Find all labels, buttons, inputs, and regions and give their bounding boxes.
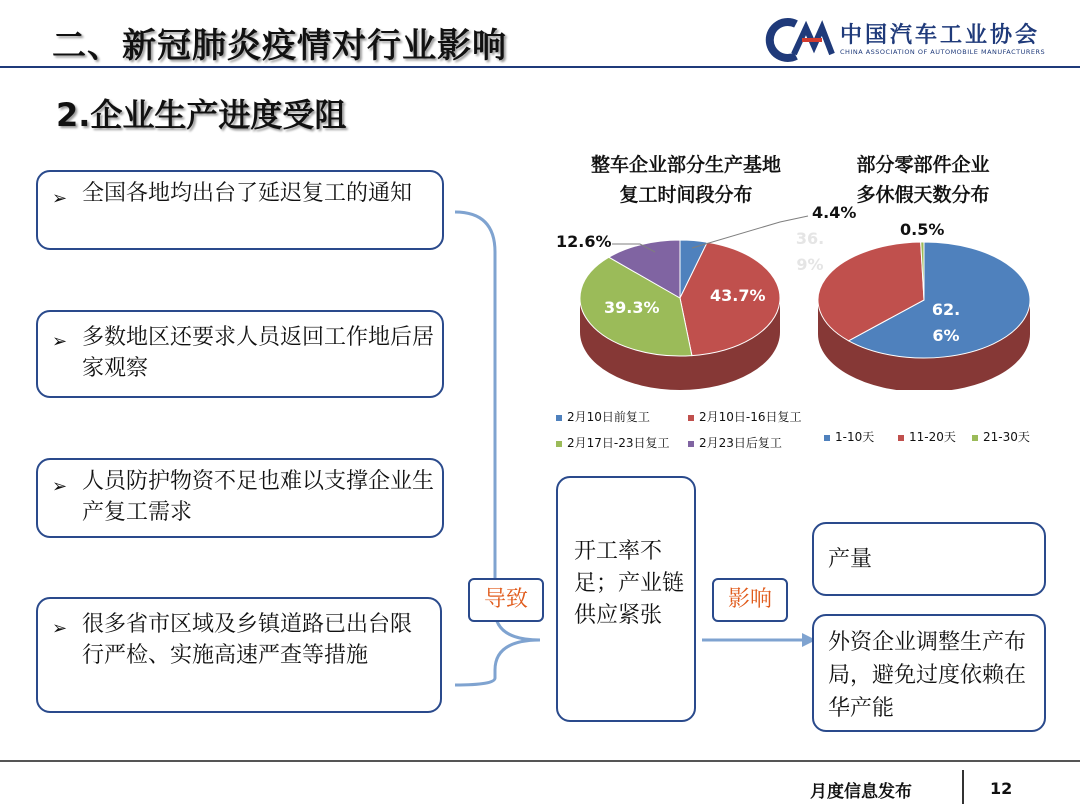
legend-dot-icon — [972, 435, 978, 441]
chart2-legend-item-3: 21-30天 — [972, 428, 1030, 445]
impact-tag: 影响 — [712, 578, 788, 622]
bullet-arrow-icon: ➢ — [52, 618, 68, 639]
center-result-card — [556, 476, 696, 722]
page-number: 12 — [990, 779, 1013, 798]
chart2-title-line2: 多休假天数分布 — [856, 184, 990, 206]
center-result-text: 开工率不足；产业链供应紧张 — [574, 539, 685, 628]
chart1-title-line1: 整车企业部分生产基地 — [590, 154, 781, 176]
logo-chinese-name: 中国汽车工业协会 — [840, 23, 1041, 48]
result-text: 外资企业调整生产布局，避免过度依赖在华产能 — [828, 630, 1027, 721]
chart2-title — [838, 150, 1008, 210]
header-divider — [0, 66, 1080, 68]
chart1-legend-item-2: 2月10日-16日复工 — [688, 408, 802, 425]
chart1-legend-item-4: 2月23日后复工 — [688, 434, 782, 451]
legend-dot-icon — [688, 441, 694, 447]
lead-to-tag: 导致 — [468, 578, 544, 622]
bullet-arrow-icon: ➢ — [52, 331, 68, 352]
legend-dot-icon — [556, 415, 562, 421]
cause-card-1 — [36, 170, 444, 250]
chart2-legend-item-2: 11-20天 — [898, 428, 956, 445]
footer-label: 月度信息发布 — [810, 782, 912, 802]
legend-dot-icon — [688, 415, 694, 421]
chart1-label-4: 12.6% — [556, 232, 612, 251]
legend-dot-icon — [824, 435, 830, 441]
chart1-label-2: 43.7% — [710, 286, 766, 305]
page-title: 二、新冠肺炎疫情对行业影响 — [52, 26, 507, 66]
legend-dot-icon — [898, 435, 904, 441]
bullet-arrow-icon: ➢ — [52, 188, 68, 209]
footer-divider — [0, 760, 1080, 762]
logo-english-name: CHINA ASSOCIATION OF AUTOMOBILE MANUFACTURERS — [840, 48, 1046, 56]
chart2-label-3: 0.5% — [900, 220, 945, 239]
result-text: 产量 — [828, 547, 873, 572]
cause-text: 很多省市区域及乡镇道路已出台限行严检、实施高速严查等措施 — [82, 612, 413, 668]
cause-text: 多数地区还要求人员返回工作地后居家观察 — [82, 325, 435, 381]
result-card-output — [812, 522, 1046, 596]
chart1-label-3: 39.3% — [604, 298, 660, 317]
chart1-legend-item-1: 2月10日前复工 — [556, 408, 650, 425]
chart2-title-line1: 部分零部件企业 — [856, 154, 990, 176]
chart1-label-1: 4.4% — [812, 203, 857, 222]
chart2-label-2: 36.9% — [795, 229, 825, 274]
chart1-title-line2: 复工时间段分布 — [619, 184, 753, 206]
cause-card-2 — [36, 310, 444, 398]
chart1-legend-item-3: 2月17日-23日复工 — [556, 434, 670, 451]
cause-text: 全国各地均出台了延迟复工的通知 — [82, 181, 413, 206]
cause-card-3 — [36, 458, 444, 538]
cama-logo-icon — [760, 16, 838, 62]
chart2-legend-item-1: 1-10天 — [824, 428, 874, 445]
footer-separator — [962, 770, 964, 804]
section-subtitle: 2.企业生产进度受阻 — [56, 96, 347, 134]
cause-text: 人员防护物资不足也难以支撑企业生产复工需求 — [82, 469, 435, 525]
chart1-leader-lines — [600, 200, 820, 260]
chart2-pie — [812, 240, 1038, 390]
chart2-label-1: 62.6% — [931, 300, 961, 345]
cause-card-4 — [36, 597, 442, 713]
result-card-foreign — [812, 614, 1046, 732]
cama-logo — [760, 16, 1050, 62]
bullet-arrow-icon: ➢ — [52, 476, 68, 497]
legend-dot-icon — [556, 441, 562, 447]
